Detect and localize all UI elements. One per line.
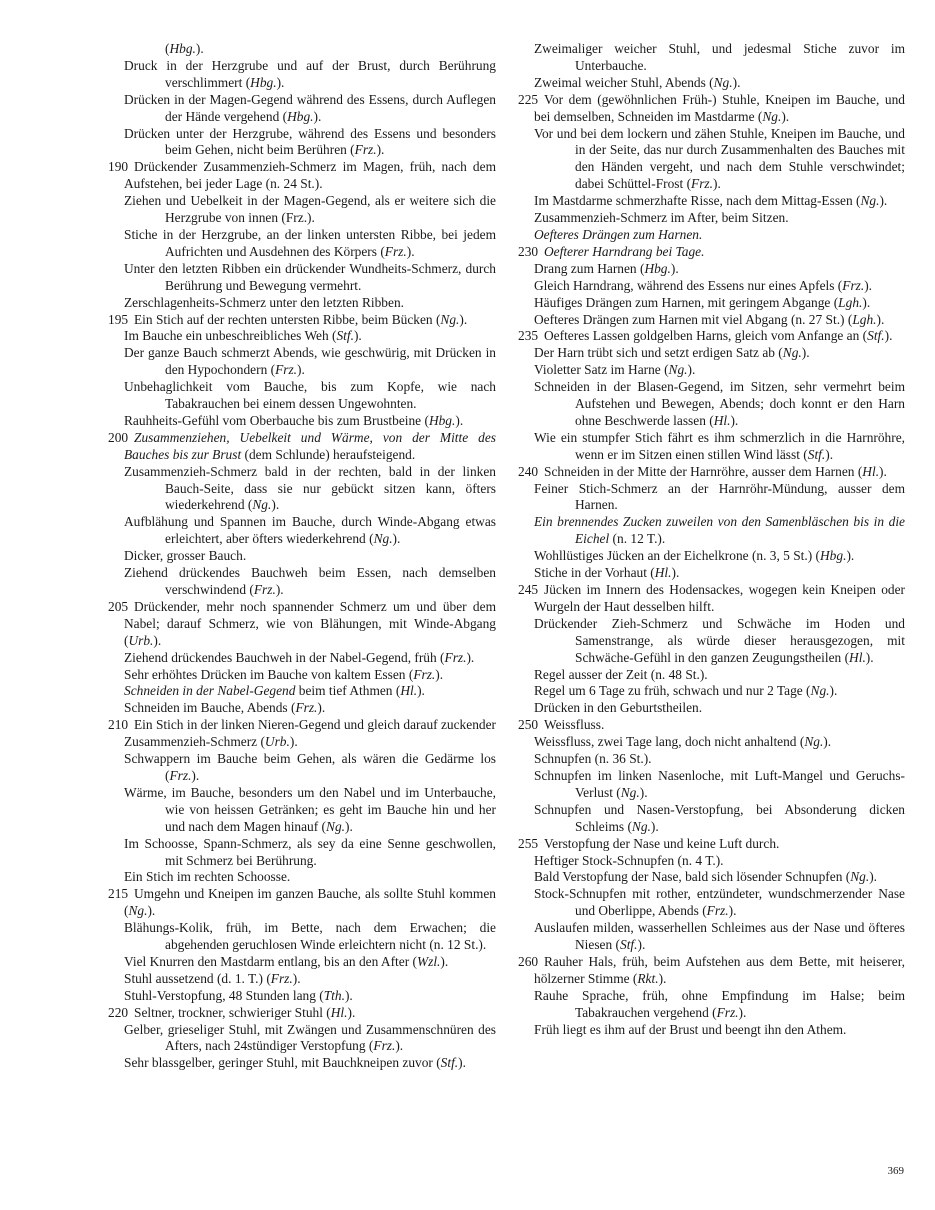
italic-text: Hl.: [862, 463, 880, 479]
symptom-entry: [108, 971, 496, 988]
symptom-entry: [108, 954, 496, 971]
italic-text: Ng.: [326, 818, 345, 834]
italic-text: Oefterer Harndrang bei Tage.: [544, 243, 705, 259]
italic-text: Stf.: [867, 328, 885, 344]
italic-text: Hbg.: [820, 548, 847, 564]
italic-text: Ng.: [810, 683, 830, 699]
entry-text: ).: [289, 734, 298, 750]
entry-text: Stiche in der Vorhaut (: [534, 565, 655, 581]
entry-text: Weissfluss, zwei Tage lang, doch nicht anhaltend (: [534, 734, 805, 750]
symptom-entry: [108, 1022, 496, 1056]
entry-text: ).: [884, 328, 893, 344]
italic-text: Rkt.: [637, 970, 659, 986]
entry-text: Jücken im Innern des Hodensackes, wogegen kein Kneipen oder Wurgeln der Haut desselben hilft.: [534, 582, 905, 614]
entry-number: 220: [108, 1004, 129, 1020]
entry-text: Bald Verstopfung der Nase, bald sich lösender Schnupfen (: [534, 869, 851, 885]
numbered-symptom-entry: [518, 717, 905, 734]
symptom-entry: [108, 328, 496, 345]
entry-text: Vor und bei dem lockern und zähen Stuhle, Kneipen im Bauche, und in der Seite, das nur durch Zusammenhalten des Bauches mit den Händen vergeht, und nach dem Stuhle verschwindet; dabei Schüttel-Frost (: [534, 125, 905, 192]
entry-text: ).: [292, 970, 301, 986]
entry-text: ).: [658, 970, 667, 986]
italic-text: Stf.: [807, 446, 826, 462]
italic-text: Frz.: [716, 1004, 739, 1020]
entry-text: Häufiges Drängen zum Harnen, mit geringem Abgange (: [534, 294, 839, 310]
entry-number: 250: [518, 717, 539, 733]
page-number: 369: [887, 1165, 904, 1177]
numbered-symptom-entry: [518, 954, 905, 988]
entry-text: ).: [829, 683, 838, 699]
entry-text: Früh liegt es ihm auf der Brust und beengt ihn den Athem.: [534, 1021, 847, 1037]
entry-number: 245: [518, 582, 539, 597]
entry-text: Ziehend drückendes Bauchweh in der Nabel-Gegend, früh (: [124, 649, 445, 665]
entry-text: ).: [459, 311, 468, 327]
entry-text: Der Harn trübt sich und setzt erdigen Satz ab (: [534, 345, 783, 361]
entry-text: (n. 12 T.).: [609, 531, 666, 547]
symptom-entry: [518, 75, 905, 92]
entry-text: ).: [395, 1038, 404, 1054]
entry-text: ).: [670, 260, 679, 276]
italic-text: Stf.: [620, 937, 638, 953]
entry-text: ).: [313, 108, 322, 124]
symptom-entry: [518, 261, 905, 278]
entry-text: (dem Schlunde) heraufsteigend.: [241, 446, 416, 462]
entry-number: 200: [108, 429, 129, 445]
entry-text: Stuhl-Verstopfung, 48 Stunden lang (: [124, 987, 324, 1003]
entry-text: Drücken in der Magen-Gegend während des Essens, durch Auflegen der Hände vergehend (: [124, 91, 496, 124]
entry-text: ).: [650, 818, 659, 834]
entry-text: ).: [728, 903, 737, 919]
symptom-entry: [518, 548, 905, 565]
entry-text: Viel Knurren den Mastdarm entlang, bis an den After (: [124, 953, 417, 969]
entry-text: Zerschlagenheits-Schmerz unter den letzten Ribben.: [124, 294, 404, 310]
italic-text: Ng.: [128, 903, 148, 919]
entry-text: Drückender Zieh-Schmerz und Schwäche im Hoden und Samenstrange, als würde dieser herausgezogen, mit Schwäche-Gefühl in den ganzen Zeugungstheilen (: [534, 615, 905, 665]
entry-text: ).: [275, 582, 284, 597]
symptom-entry: [518, 345, 905, 362]
italic-text: Hbg.: [169, 41, 196, 56]
italic-text: Ng.: [373, 531, 393, 547]
italic-text: Ng.: [782, 345, 802, 361]
entry-text: Rauhe Sprache, früh, ohne Empfindung im Halse; beim Tabakrauchen vergehend (: [534, 987, 905, 1020]
symptom-entry: [108, 920, 496, 954]
entry-text: ).: [191, 767, 200, 783]
entry-text: ).: [466, 649, 475, 665]
right-column: [518, 41, 905, 1038]
italic-text: Frz.: [842, 277, 865, 293]
symptom-entry: [518, 481, 905, 515]
entry-text: ).: [869, 869, 878, 885]
entry-text: Zweimal weicher Stuhl, Abends (: [534, 74, 714, 90]
symptom-entry: [518, 920, 905, 954]
entry-text: ).: [825, 446, 834, 462]
symptom-entry: [108, 41, 496, 58]
italic-text: Oefteres Drängen zum Harnen.: [534, 226, 703, 242]
symptom-entry: [518, 802, 905, 836]
italic-text: Stf.: [440, 1055, 459, 1071]
italic-text: Ng.: [860, 193, 880, 209]
entry-text: Ziehen und Uebelkeit in der Magen-Gegend, als er weitere sich die Herzgrube von innen (Frz.).: [124, 193, 496, 226]
entry-text: Heftiger Stock-Schnupfen (n. 4 T.).: [534, 852, 724, 868]
entry-text: ).: [865, 649, 874, 665]
entry-text: Vor dem (gewöhnlichen Früh-) Stuhle, Kneipen im Bauche, und bei demselben, Schneiden im Mastdarme (: [534, 91, 905, 124]
symptom-entry: [108, 650, 496, 667]
symptom-entry: [108, 700, 496, 717]
symptom-entry: [108, 751, 496, 785]
symptom-entry: [108, 193, 496, 227]
entry-text: Zusammenzieh-Schmerz im After, beim Sitzen.: [534, 210, 789, 226]
entry-text: Ziehend drückendes Bauchweh beim Essen, nach demselben verschwindend (: [124, 565, 496, 597]
entry-number: 205: [108, 598, 129, 614]
entry-text: Schneiden in der Mitte der Harnröhre, ausser dem Harnen (: [544, 463, 863, 479]
entry-text: Schneiden in der Blasen-Gegend, im Sitzen, sehr vermehrt beim Aufstehen und Bewegen, Abends; doch konnt er den Harn ohne Beschwerde lassen (: [534, 379, 905, 428]
entry-text: Sehr erhöhtes Drücken im Bauche von kaltem Essen (: [124, 666, 414, 682]
italic-text: Wzl.: [416, 953, 441, 969]
italic-text: Ng.: [713, 74, 733, 90]
italic-text: Hl.: [849, 649, 866, 665]
italic-text: Frz.: [384, 243, 407, 259]
italic-text: Ng.: [762, 108, 782, 124]
entry-text: ).: [687, 362, 696, 378]
entry-text: ).: [732, 74, 741, 90]
italic-text: Ein brennendes Zucken zuweilen von den Samenbläschen bis in die Eichel: [534, 514, 905, 547]
entry-text: (: [165, 41, 170, 56]
symptom-entry: [518, 616, 905, 667]
entry-text: Zusammenzieh-Schmerz bald in der rechten, bald in der linken Bauch-Seite, dass sie nur gebückt sitzen kann, öfters wiederkehrend (: [124, 463, 496, 513]
italic-text: Schneiden in der Nabel-Gegend: [124, 683, 296, 699]
symptom-entry: [108, 92, 496, 126]
entry-text: ).: [376, 142, 385, 158]
symptom-entry: [518, 768, 905, 802]
entry-text: ).: [153, 632, 162, 648]
entry-text: ).: [317, 700, 326, 716]
numbered-symptom-entry: [108, 886, 496, 920]
numbered-symptom-entry: [108, 717, 496, 751]
entry-text: ).: [271, 497, 280, 513]
italic-text: Stf.: [336, 328, 354, 344]
numbered-symptom-entry: [518, 328, 905, 345]
numbered-symptom-entry: [518, 836, 905, 853]
numbered-symptom-entry: [108, 430, 496, 464]
symptom-entry: [108, 464, 496, 515]
entry-text: ).: [147, 903, 156, 919]
entry-text: Schnupfen und Nasen-Verstopfung, bei Absonderung dicken Schleims (: [534, 801, 905, 834]
italic-text: Frz.: [444, 649, 467, 665]
entry-text: Umgehn und Kneipen im ganzen Bauche, als sollte Stuhl kommen (: [124, 886, 496, 919]
entry-text: ).: [823, 734, 832, 750]
italic-text: Ng.: [631, 818, 651, 834]
entry-text: Ein Stich in der linken Nieren-Gegend und gleich darauf zuckender Zusammenzieh-Schmerz (: [124, 717, 496, 750]
symptom-entry: [518, 853, 905, 870]
symptom-entry: [518, 210, 905, 227]
entry-text: Drücken unter der Herzgrube, während des Essens und besonders beim Gehen, nicht beim Berühren (: [124, 125, 496, 158]
symptom-entry: [518, 869, 905, 886]
entry-number: 235: [518, 328, 539, 344]
symptom-entry: [108, 836, 496, 870]
italic-text: Hbg.: [644, 260, 671, 276]
entry-text: Stiche in der Herzgrube, an der linken untersten Ribbe, bei jedem Aufrichten und Ausdehnen des Körpers (: [124, 226, 496, 259]
entry-text: Wohllüstiges Jücken an der Eichelkrone (n. 3, 5 St.) (: [534, 548, 821, 564]
left-column: [108, 41, 496, 1072]
entry-text: Drückender Zusammenzieh-Schmerz im Magen, früh, nach dem Aufstehen, bei jeder Lage (n. 24 St.).: [124, 159, 496, 192]
symptom-entry: [108, 379, 496, 413]
entry-text: Ein Stich im rechten Schoosse.: [124, 869, 291, 885]
entry-text: beim tief Athmen (: [295, 683, 401, 699]
entry-text: Zweimaliger weicher Stuhl, und jedesmal Stiche zuvor im Unterbauche.: [534, 41, 905, 73]
entry-text: Unter den letzten Ribben ein drückender Wundheits-Schmerz, durch Berührung und Bewegung vermehrt.: [124, 260, 496, 293]
italic-text: Frz.: [295, 700, 318, 716]
entry-text: ).: [392, 531, 401, 547]
entry-text: Gelber, grieseliger Stuhl, mit Zwängen und Zusammenschnüren des Afters, nach 24stündiger Verstopfung (: [124, 1021, 496, 1054]
symptom-entry: [518, 379, 905, 430]
symptom-entry: [108, 126, 496, 160]
symptom-entry: [518, 700, 905, 717]
symptom-entry: [108, 683, 496, 700]
italic-text: Frz.: [373, 1038, 396, 1054]
symptom-entry: [518, 227, 905, 244]
entry-text: ).: [846, 548, 855, 564]
symptom-entry: [108, 869, 496, 886]
symptom-entry: [108, 514, 496, 548]
symptom-entry: [518, 312, 905, 329]
entry-text: Drang zum Harnen (: [534, 260, 645, 276]
entry-text: ).: [637, 937, 646, 953]
symptom-entry: [518, 126, 905, 194]
symptom-entry: [108, 413, 496, 430]
entry-number: 260: [518, 953, 539, 969]
entry-text: ).: [406, 243, 415, 259]
entry-text: ).: [879, 463, 887, 479]
entry-text: ).: [730, 412, 739, 428]
entry-text: ).: [801, 345, 810, 361]
entry-text: Wie ein stumpfer Stich fährt es ihm schmerzlich in die Harnröhre, wenn er im Sitzen einen stillen Wind lässt (: [534, 429, 905, 462]
entry-text: Druck in der Herzgrube und auf der Brust, durch Berührung verschlimmert (: [124, 57, 496, 90]
entry-text: ).: [417, 683, 425, 699]
entry-number: 190: [108, 159, 129, 175]
symptom-entry: [518, 565, 905, 582]
entry-text: ).: [276, 74, 285, 90]
numbered-symptom-entry: [518, 464, 905, 481]
symptom-entry: [518, 362, 905, 379]
italic-text: Hl.: [654, 565, 672, 581]
italic-text: Frz.: [354, 142, 377, 158]
entry-text: Schwappern im Bauche beim Gehen, als wären die Gedärme los (: [124, 751, 496, 783]
entry-text: Schnupfen (n. 36 St.).: [534, 751, 652, 767]
entry-number: 215: [108, 886, 129, 902]
entry-text: Ein Stich auf der rechten untersten Ribbe, beim Bücken (: [134, 311, 441, 327]
entry-text: ).: [876, 311, 885, 327]
numbered-symptom-entry: [518, 244, 905, 261]
italic-text: Urb.: [128, 632, 154, 648]
symptom-entry: [518, 193, 905, 210]
italic-text: Frz.: [270, 970, 293, 986]
italic-text: Urb.: [264, 734, 290, 750]
entry-text: ).: [344, 987, 353, 1003]
italic-text: Zusammenziehen, Uebelkeit und Wärme, von der Mitte des Bauches bis zur Brust: [124, 429, 496, 462]
entry-text: ).: [353, 328, 362, 344]
entry-text: ).: [458, 1055, 466, 1071]
entry-text: Im Bauche ein unbeschreibliches Weh (: [124, 328, 337, 344]
italic-text: Frz.: [169, 767, 192, 783]
italic-text: Ng.: [440, 311, 460, 327]
entry-text: Seltner, trockner, schwieriger Stuhl (: [134, 1004, 331, 1020]
numbered-symptom-entry: [108, 159, 496, 193]
entry-text: Schnupfen im linken Nasenloche, mit Luft-Mangel und Geruchs-Verlust (: [534, 767, 905, 800]
italic-text: Frz.: [275, 362, 298, 378]
entry-text: ).: [435, 666, 444, 682]
entry-text: ).: [639, 784, 648, 800]
entry-text: ).: [879, 193, 888, 209]
italic-text: Hl.: [400, 683, 418, 699]
italic-text: Hbg.: [428, 412, 456, 428]
symptom-entry: [518, 751, 905, 768]
italic-text: Ng.: [668, 362, 688, 378]
entry-text: ).: [862, 294, 871, 310]
numbered-symptom-entry: [108, 312, 496, 329]
entry-text: Drückender, mehr noch spannender Schmerz um und über dem Nabel; darauf Schmerz, wie von Blähungen, mit Winde-Abgang (: [124, 598, 496, 648]
italic-text: Frz.: [691, 176, 713, 192]
symptom-entry: [518, 886, 905, 920]
entry-text: ).: [440, 953, 449, 969]
entry-text: Aufblähung und Spannen im Bauche, durch Winde-Abgang etwas erleichtert, aber öfters wiederkehrend (: [124, 514, 496, 547]
entry-text: Weissfluss.: [544, 717, 605, 733]
symptom-entry: [518, 295, 905, 312]
italic-text: Frz.: [413, 666, 436, 682]
entry-number: 195: [108, 311, 129, 327]
entry-text: Regel um 6 Tage zu früh, schwach und nur 2 Tage (: [534, 683, 811, 699]
entry-text: Verstopfung der Nase und keine Luft durch.: [544, 835, 780, 851]
italic-text: Ng.: [620, 784, 640, 800]
entry-text: ).: [738, 1004, 747, 1020]
entry-text: ).: [455, 412, 464, 428]
entry-text: Oefteres Lassen goldgelben Harns, gleich vom Anfange an (: [544, 328, 868, 344]
italic-text: Hl.: [713, 412, 731, 428]
entry-text: Drücken in den Geburtstheilen.: [534, 700, 703, 716]
symptom-entry: [518, 734, 905, 751]
symptom-entry: [108, 1055, 496, 1072]
symptom-entry: [108, 261, 496, 295]
italic-text: Frz.: [706, 903, 729, 919]
entry-number: 255: [518, 835, 539, 851]
symptom-entry: [108, 565, 496, 599]
symptom-entry: [108, 58, 496, 92]
entry-number: 230: [518, 243, 539, 259]
numbered-symptom-entry: [108, 599, 496, 650]
entry-text: Stock-Schnupfen mit rother, entzündeter, wundschmerzender Nase und Oberlippe, Abends (: [534, 886, 905, 919]
entry-text: Im Mastdarme schmerzhafte Risse, nach dem Mittag-Essen (: [534, 193, 861, 209]
entry-number: 240: [518, 463, 539, 479]
entry-text: Auslaufen milden, wasserhellen Schleimes aus der Nase und öfteres Niesen (: [534, 920, 905, 953]
italic-text: Lgh.: [838, 294, 863, 310]
entry-number: 210: [108, 717, 129, 733]
italic-text: Ng.: [850, 869, 870, 885]
symptom-entry: [518, 988, 905, 1022]
entry-text: ).: [345, 818, 353, 834]
symptom-entry: [108, 988, 496, 1005]
entry-text: Feiner Stich-Schmerz an der Harnröhr-Mündung, ausser dem Harnen.: [534, 480, 905, 513]
numbered-symptom-entry: [518, 582, 905, 616]
symptom-entry: [518, 667, 905, 684]
symptom-entry: [108, 785, 496, 836]
entry-text: Oefteres Drängen zum Harnen mit viel Abgang (n. 27 St.) (: [534, 311, 853, 327]
italic-text: Hl.: [330, 1004, 348, 1020]
entry-text: Rauhheits-Gefühl vom Oberbauche bis zum Brustbeine (: [124, 412, 429, 428]
entry-text: Violetter Satz im Harne (: [534, 362, 669, 378]
symptom-entry: [518, 278, 905, 295]
entry-text: ).: [712, 176, 721, 192]
numbered-symptom-entry: [518, 92, 905, 126]
entry-number: 225: [518, 91, 539, 107]
entry-text: ).: [781, 108, 790, 124]
italic-text: Ng.: [252, 497, 272, 513]
italic-text: Hbg.: [287, 108, 314, 124]
entry-text: ).: [671, 565, 680, 581]
italic-text: Frz.: [253, 582, 276, 597]
entry-text: Blähungs-Kolik, früh, im Bette, nach dem Erwachen; die abgehenden geruchlosen Winde erleichtern nicht (n. 12 St.).: [124, 920, 496, 953]
italic-text: Hbg.: [250, 74, 277, 90]
entry-text: Im Schoosse, Spann-Schmerz, als sey da eine Senne geschwollen, mit Schmerz bei Berührung.: [124, 835, 496, 868]
symptom-entry: [108, 227, 496, 261]
symptom-entry: [108, 667, 496, 684]
entry-text: Regel ausser der Zeit (n. 48 St.).: [534, 666, 708, 682]
symptom-entry: [108, 295, 496, 312]
entry-text: Der ganze Bauch schmerzt Abends, wie geschwürig, mit Drücken in den Hypochondern (: [124, 345, 496, 378]
italic-text: Lgh.: [852, 311, 877, 327]
symptom-entry: [518, 41, 905, 75]
entry-text: ).: [195, 41, 204, 56]
italic-text: Ng.: [804, 734, 824, 750]
symptom-entry: [518, 683, 905, 700]
entry-text: Schneiden im Bauche, Abends (: [124, 700, 296, 716]
symptom-entry: [518, 514, 905, 548]
entry-text: Unbehaglichkeit vom Bauche, bis zum Kopfe, wie nach Tabakrauchen bei einem dessen Ungewohnten.: [124, 379, 496, 412]
symptom-entry: [518, 1022, 905, 1039]
symptom-entry: [108, 345, 496, 379]
entry-text: Stuhl aussetzend (d. 1. T.) (: [124, 970, 271, 986]
entry-text: Dicker, grosser Bauch.: [124, 548, 247, 564]
entry-text: Sehr blassgelber, geringer Stuhl, mit Bauchkneipen zuvor (: [124, 1055, 441, 1071]
italic-text: Tth.: [323, 987, 345, 1003]
symptom-entry: [518, 430, 905, 464]
entry-text: Rauher Hals, früh, beim Aufstehen aus dem Bette, mit heiserer, hölzerner Stimme (: [534, 953, 905, 986]
entry-text: ).: [864, 277, 873, 293]
symptom-entry: [108, 548, 496, 565]
entry-text: ).: [347, 1004, 356, 1020]
entry-text: Wärme, im Bauche, besonders um den Nabel und im Unterbauche, wie von heissen Getränken; es geht im Bauche hin und her und nach dem Magen hinauf (: [124, 784, 496, 834]
numbered-symptom-entry: [108, 1005, 496, 1022]
entry-text: Gleich Harndrang, während des Essens nur eines Apfels (: [534, 277, 843, 293]
entry-text: ).: [297, 362, 305, 378]
